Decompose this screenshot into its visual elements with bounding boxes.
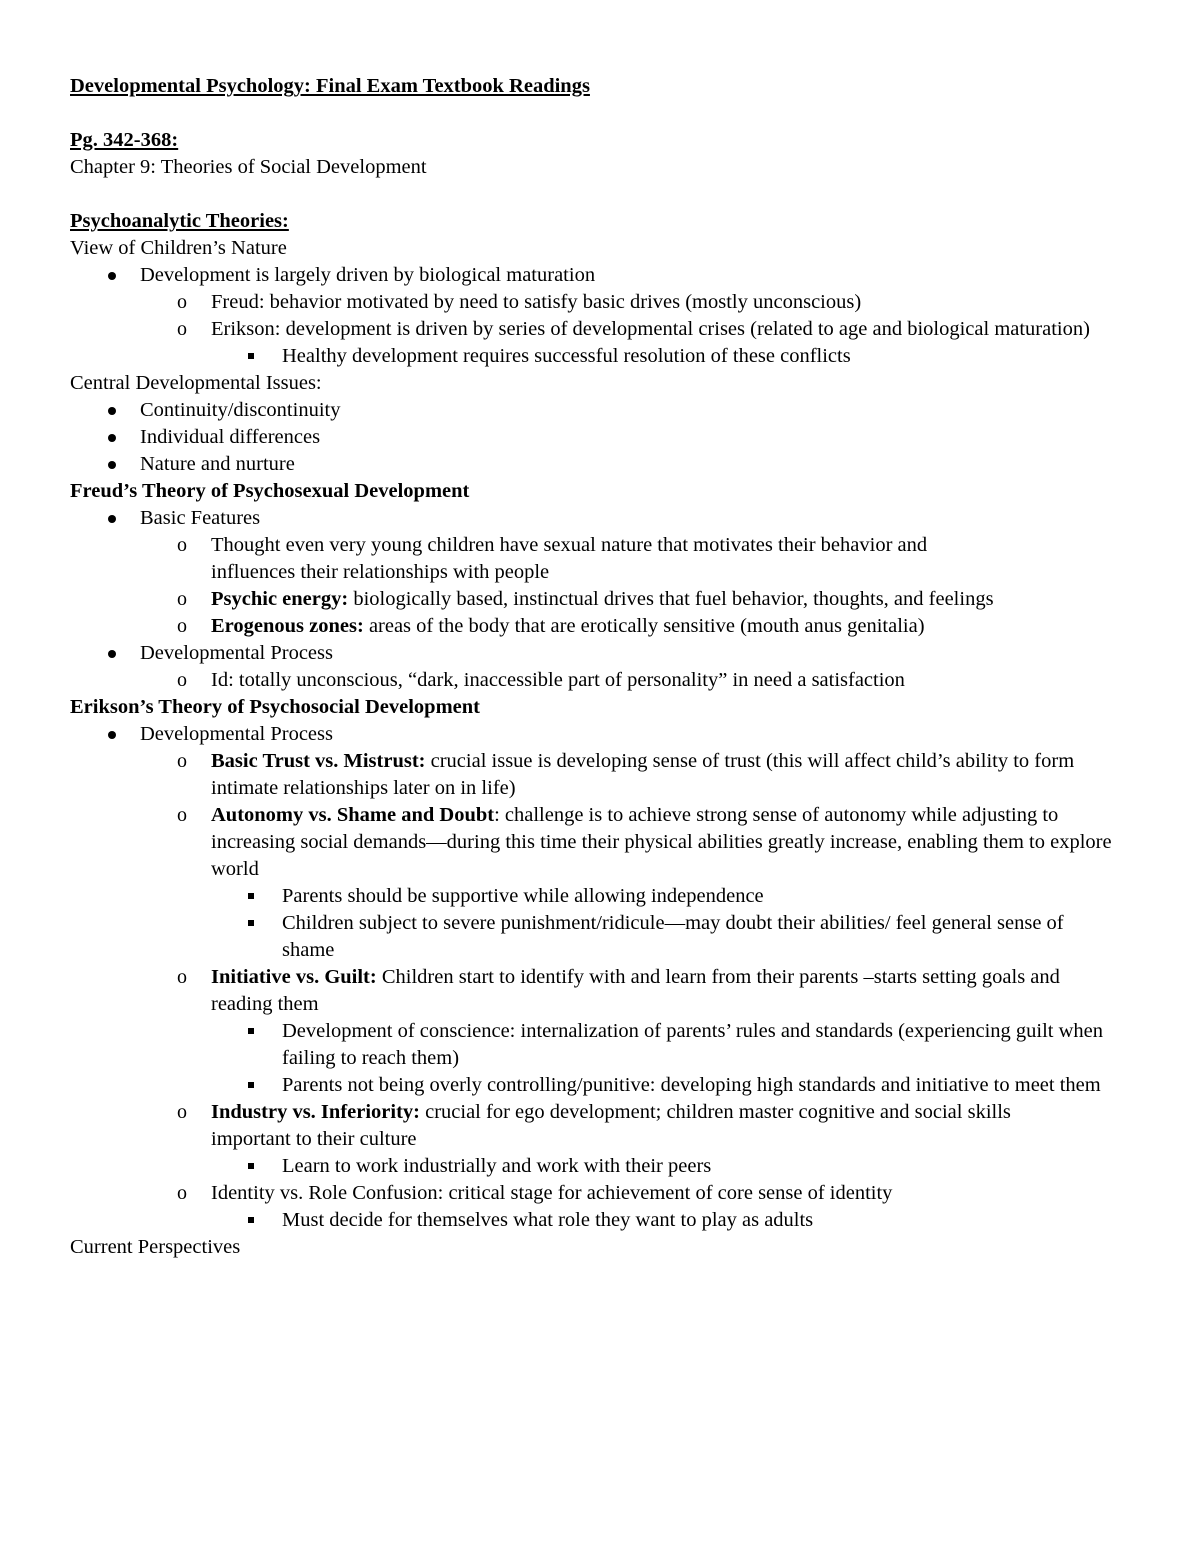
list-item: o Industry vs. Inferiority: crucial for ego development; children master cognitive and social skills important to their culture: [177, 1101, 1011, 1150]
list-item: Parents not being overly controlling/punitive: developing high standards and initiative to meet them: [70, 1072, 1130, 1099]
current-perspectives-label: Current Perspectives: [70, 1236, 241, 1258]
bullet-icon: [108, 434, 116, 442]
bullet-icon: [108, 515, 116, 523]
circle-bullet-icon: o: [177, 534, 187, 556]
list-item: o Erikson: development is driven by series of developmental crises (related to age and biological maturation): [70, 316, 1130, 343]
list-item: Nature and nurture: [70, 451, 1130, 478]
list-item: Learn to work industrially and work with their peers: [70, 1153, 1130, 1180]
circle-bullet-icon: o: [177, 615, 187, 637]
circle-bullet-icon: o: [177, 966, 187, 988]
psychoanalytic-heading: Psychoanalytic Theories:: [70, 210, 289, 232]
document-title: Developmental Psychology: Final Exam Textbook Readings: [70, 75, 590, 97]
circle-bullet-icon: o: [177, 588, 187, 610]
view-label: View of Children’s Nature: [70, 237, 287, 259]
list-item: Development is largely driven by biological maturation: [70, 262, 1130, 289]
list-item: Healthy development requires successful resolution of these conflicts: [70, 343, 1130, 370]
bullet-icon: [108, 272, 116, 280]
list-item: Children subject to severe punishment/ridicule—may doubt their abilities/ feel general sense of shame: [70, 910, 1130, 964]
bullet-icon: [108, 650, 116, 658]
square-bullet-icon: [248, 353, 254, 359]
circle-bullet-icon: o: [177, 318, 187, 340]
list-item: Development of conscience: internalization of parents’ rules and standards (experiencing guilt when failing to reach them): [70, 1018, 1130, 1072]
list-item: o Erogenous zones: areas of the body that are erotically sensitive (mouth anus genitalia): [70, 613, 1130, 640]
square-bullet-icon: [248, 1163, 254, 1169]
list-item: Developmental Process: [70, 721, 1130, 748]
list-item: Individual differences: [70, 424, 1130, 451]
list-item: Basic Features: [70, 505, 1130, 532]
circle-bullet-icon: o: [177, 1182, 187, 1204]
circle-bullet-icon: o: [177, 804, 187, 826]
bullet-icon: [108, 731, 116, 739]
list-item: o Autonomy vs. Shame and Doubt: challenge is to achieve strong sense of autonomy while adjusting to increasing social demands—during this time their physical abilities greatly increase, enabling them to explore world: [177, 804, 1112, 880]
list-item: o Id: totally unconscious, “dark, inaccessible part of personality” in need a satisfaction: [70, 667, 1130, 694]
circle-bullet-icon: o: [177, 1101, 187, 1123]
circle-bullet-icon: o: [177, 669, 187, 691]
bullet-icon: [108, 407, 116, 415]
list-item: Developmental Process: [70, 640, 1130, 667]
square-bullet-icon: [248, 893, 254, 899]
erikson-heading: Erikson’s Theory of Psychosocial Development: [70, 696, 480, 718]
list-item: o Freud: behavior motivated by need to satisfy basic drives (mostly unconscious): [70, 289, 1130, 316]
bullet-icon: [108, 461, 116, 469]
list-item: o Identity vs. Role Confusion: critical stage for achievement of core sense of identity: [70, 1180, 1130, 1207]
list-item: o Initiative vs. Guilt: Children start to identify with and learn from their parents –starts setting goals and reading them: [177, 966, 1060, 1015]
square-bullet-icon: [248, 1028, 254, 1034]
circle-bullet-icon: o: [177, 750, 187, 772]
chapter-title: Chapter 9: Theories of Social Development: [70, 156, 427, 178]
list-item: Continuity/discontinuity: [70, 397, 1130, 424]
page-range: Pg. 342-368:: [70, 129, 179, 151]
central-issues-label: Central Developmental Issues:: [70, 372, 322, 394]
list-item: Parents should be supportive while allowing independence: [70, 883, 1130, 910]
square-bullet-icon: [248, 1217, 254, 1223]
circle-bullet-icon: o: [177, 291, 187, 313]
square-bullet-icon: [248, 1082, 254, 1088]
list-item: o Psychic energy: biologically based, instinctual drives that fuel behavior, thoughts, and feelings: [70, 586, 1130, 613]
list-item: o Thought even very young children have sexual nature that motivates their behavior and influences their relationships with people: [177, 534, 928, 583]
list-item: Must decide for themselves what role they want to play as adults: [70, 1207, 1130, 1234]
square-bullet-icon: [248, 920, 254, 926]
freud-heading: Freud’s Theory of Psychosexual Development: [70, 480, 470, 502]
list-item: o Basic Trust vs. Mistrust: crucial issue is developing sense of trust (this will affect child’s ability to form intimate relationships later on in life): [177, 750, 1075, 799]
